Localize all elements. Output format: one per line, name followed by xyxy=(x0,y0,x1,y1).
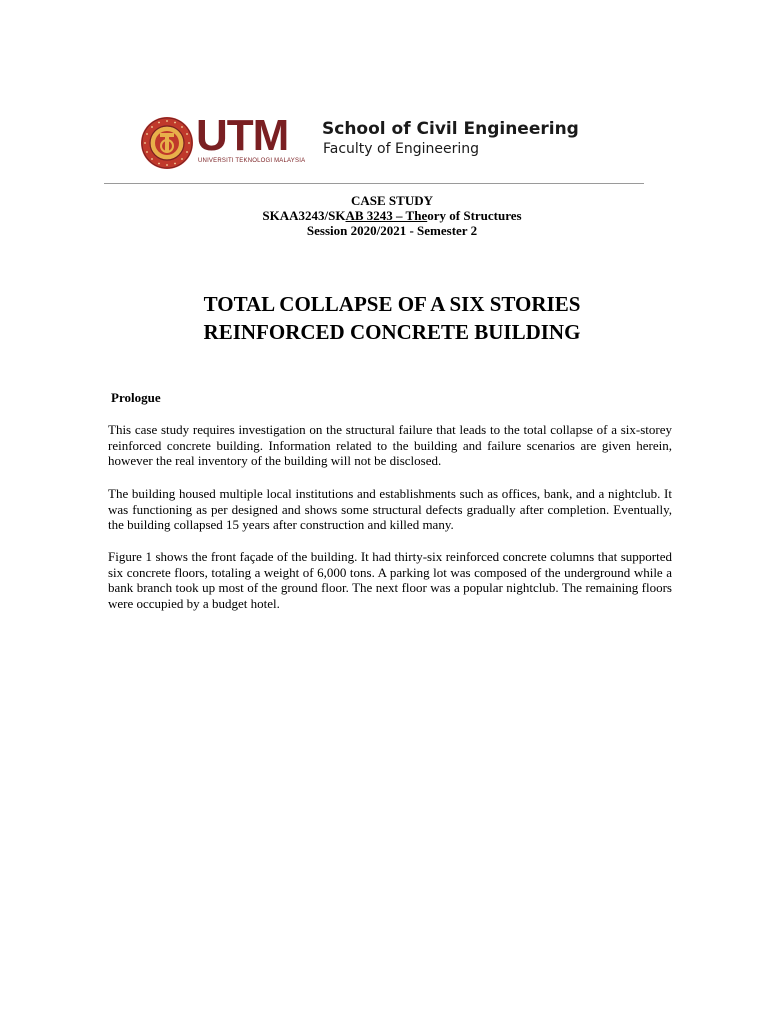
prologue-paragraph-3: Figure 1 shows the front façade of the building. It had thirty-six reinforced concrete columns that supported six concrete floors, totaling a weight of 6,000 tons. A parking lot was composed of the underground while a bank branch took up most of the ground floor. The next floor was a popular nightclub. The remaining floors were occupied by a budget hotel. xyxy=(108,549,672,611)
document-title xyxy=(104,290,680,346)
title-line-1: TOTAL COLLAPSE OF A SIX STORIES xyxy=(203,292,581,316)
school-name: School of Civil Engineering xyxy=(322,119,579,139)
course-code-prefix: SKAA3243/SK xyxy=(262,208,346,223)
prologue-heading: Prologue xyxy=(111,390,161,405)
institution-header xyxy=(138,112,578,172)
utm-wordmark: UTM xyxy=(196,111,289,160)
prologue-paragraph-1: This case study requires investigation on the structural failure that leads to the total collapse of a six-storey reinforced concrete building. Information related to the building and failure scenarios are given herein, however the real inventory of the building will not be disclosed. xyxy=(108,422,672,468)
course-code xyxy=(104,208,680,223)
title-line-2: REINFORCED CONCRETE BUILDING xyxy=(203,320,581,344)
utm-seal-icon xyxy=(140,116,194,170)
course-code-underlined: AB 3243 – The xyxy=(345,208,428,223)
prologue-paragraph-2: The building housed multiple local institutions and establishments such as offices, bank, and a nightclub. It was functioning as per designed and shows some structural defects gradually after completion. Eventually, the building collapsed 15 years after construction and killed many. xyxy=(108,486,672,532)
utm-subtitle: UNIVERSITI TEKNOLOGI MALAYSIA xyxy=(198,158,306,164)
course-code-suffix: ory of Structures xyxy=(427,208,522,223)
case-study-label: CASE STUDY xyxy=(351,193,433,208)
faculty-name: Faculty of Engineering xyxy=(323,141,479,157)
course-info xyxy=(104,193,680,238)
session-line: Session 2020/2021 - Semester 2 xyxy=(306,223,478,238)
header-divider xyxy=(104,183,644,184)
